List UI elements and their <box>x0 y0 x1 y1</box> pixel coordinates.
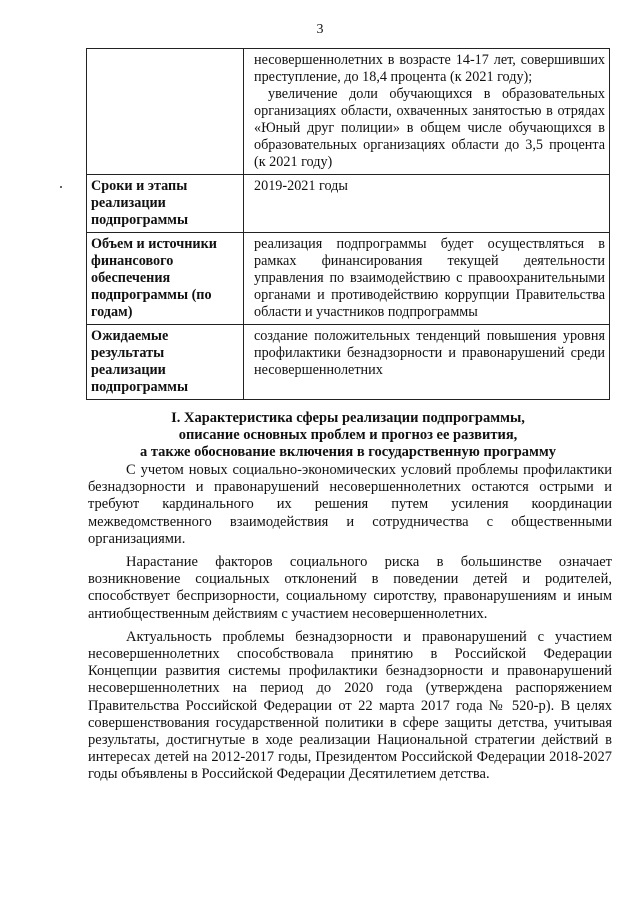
section-title-line: а также обоснование включения в государственную программу <box>139 444 557 460</box>
table-row <box>87 325 610 400</box>
row-label: Сроки и этапы реализации подпрограммы <box>87 175 244 233</box>
table-row <box>87 49 610 175</box>
section-title <box>86 410 610 461</box>
row-value-paragraph: реализация подпрограммы будет осуществляться в рамках финансирования текущей деятельности управления по взаимодействию с правоохранительными органами и противодействию коррупции Правительства области и участников подпрограммы <box>254 236 605 320</box>
row-label: Объем и источники финансового обеспечения подпрограммы (по годам) <box>87 233 244 325</box>
row-value-paragraph: увеличение доли обучающихся в образовательных организациях области, охваченных занятостью в отрядах «Юный друг полиции» в общем числе обучающихся в образовательных организациях области до 3,5 процента (к 2021 году) <box>254 86 605 170</box>
row-value <box>244 233 610 325</box>
scan-speck <box>60 186 62 188</box>
row-value <box>244 325 610 400</box>
section-body <box>88 462 612 790</box>
body-paragraph: С учетом новых социально-экономических условий проблемы профилактики безнадзорности и правонарушений несовершеннолетних остаются острыми и требуют кардинального их решения путем усиления координации межведомственного взаимодействия и сотрудничества с общественными организациями. <box>88 462 612 547</box>
table-row <box>87 175 610 233</box>
table-row <box>87 233 610 325</box>
row-value-paragraph: несовершеннолетних в возрасте 14-17 лет, совершивших преступление, до 18,4 процента (к 2021 году); <box>254 52 605 85</box>
body-paragraph: Нарастание факторов социального риска в большинстве означает возникновение социальных отклонений в поведении детей и родителей, способствует беспризорности, социальному сиротству, правонарушениям и иным антиобщественным действиям с участием несовершеннолетних. <box>88 554 612 622</box>
section-title-line: I. Характеристика сферы реализации подпрограммы, <box>171 410 525 426</box>
row-value <box>244 175 610 233</box>
section-title-line: описание основных проблем и прогноз ее развития, <box>178 427 518 443</box>
row-label <box>87 49 244 175</box>
page-number: 3 <box>316 22 324 37</box>
row-value <box>244 49 610 175</box>
subprogram-passport-table <box>86 48 610 400</box>
row-value-paragraph: создание положительных тенденций повышения уровня профилактики безнадзорности и правонарушений среди несовершеннолетних <box>254 328 605 378</box>
row-label: Ожидаемые результаты реализации подпрограммы <box>87 325 244 400</box>
body-paragraph: Актуальность проблемы безнадзорности и правонарушений с участием несовершеннолетних способствовала принятию в Российской Федерации Концепции развития системы профилактики безнадзорности и правонарушений несовершеннолетних на период до 2020 года (утверждена распоряжением Правительства Российской Федерации от 22 марта 2017 года № 520-р). В целях совершенствования государственной политики в сфере защиты детства, учитывая результаты, достигнутые в ходе реализации Национальной стратегии действий в интересах детей на 2012-2017 годы, Президентом Российской Федерации 2018-2027 годы объявлены в Российской Федерации Десятилетием детства. <box>88 628 612 783</box>
row-value-paragraph: 2019-2021 годы <box>254 178 348 194</box>
